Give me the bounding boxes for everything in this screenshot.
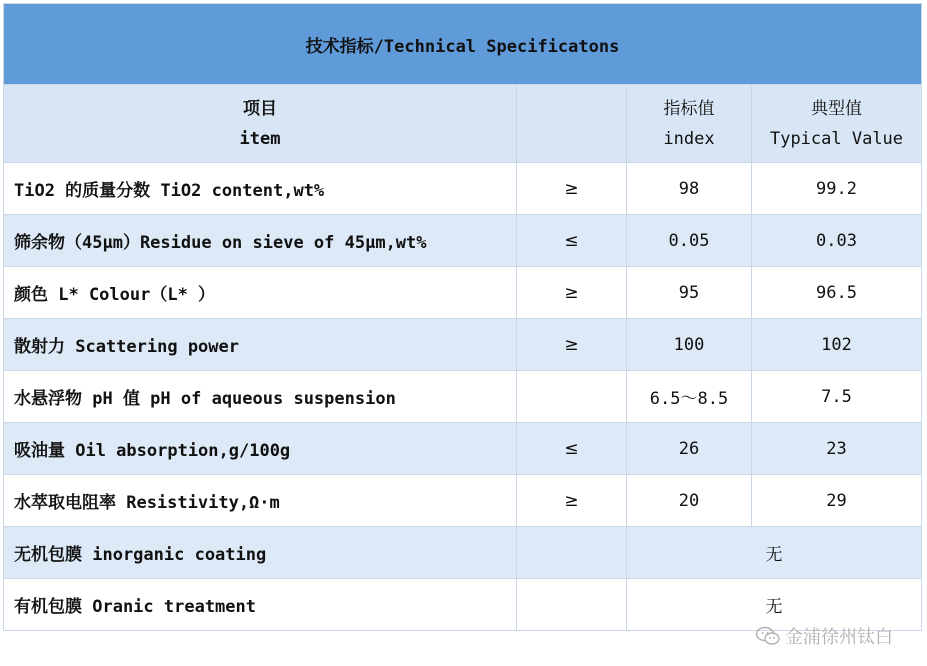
row-symbol: ≥ [517, 475, 627, 527]
row-symbol: ≥ [517, 319, 627, 371]
row-typical: 99.2 [752, 163, 922, 215]
row-merged-value: 无 [627, 527, 922, 579]
row-index: 98 [627, 163, 752, 215]
wechat-icon [755, 626, 781, 646]
table-row [4, 215, 922, 267]
watermark [755, 623, 893, 649]
header-symbol [517, 85, 627, 163]
row-item: 吸油量 Oil absorption,g/100g [4, 423, 517, 475]
row-item: 有机包膜 Oranic treatment [4, 579, 517, 631]
header-index-en: index [663, 128, 715, 149]
header-typical-en: Typical Value [769, 128, 904, 149]
table-row [4, 423, 922, 475]
row-symbol [517, 527, 627, 579]
row-index: 26 [627, 423, 752, 475]
row-index: 20 [627, 475, 752, 527]
watermark-text: 金浦徐州钛白 [785, 627, 893, 648]
spec-table [3, 3, 922, 631]
spec-table-container [3, 3, 921, 631]
header-item-en: item [239, 128, 281, 149]
row-typical: 96.5 [752, 267, 922, 319]
row-item: TiO2 的质量分数 TiO2 content,wt% [4, 163, 517, 215]
header-item [4, 85, 517, 163]
row-index: 6.5～8.5 [627, 371, 752, 423]
row-item: 水萃取电阻率 Resistivity,Ω·m [4, 475, 517, 527]
table-row [4, 371, 922, 423]
row-symbol: ≥ [517, 163, 627, 215]
row-typical: 23 [752, 423, 922, 475]
row-symbol: ≤ [517, 423, 627, 475]
header-typical-cn: 典型值 [811, 98, 862, 119]
header-index-cn: 指标值 [663, 98, 715, 119]
row-symbol: ≥ [517, 267, 627, 319]
row-item: 筛余物（45μm）Residue on sieve of 45μm,wt% [4, 215, 517, 267]
row-merged-value: 无 [627, 579, 922, 631]
header-typical [752, 85, 922, 163]
table-row [4, 163, 922, 215]
row-index: 100 [627, 319, 752, 371]
row-typical: 29 [752, 475, 922, 527]
row-typical: 0.03 [752, 215, 922, 267]
row-index: 95 [627, 267, 752, 319]
row-item: 散射力 Scattering power [4, 319, 517, 371]
row-item: 水悬浮物 pH 值 pH of aqueous suspension [4, 371, 517, 423]
table-row [4, 475, 922, 527]
row-typical: 102 [752, 319, 922, 371]
header-row [4, 85, 922, 163]
row-index: 0.05 [627, 215, 752, 267]
row-item: 无机包膜 inorganic coating [4, 527, 517, 579]
row-symbol [517, 371, 627, 423]
table-row [4, 319, 922, 371]
row-symbol: ≤ [517, 215, 627, 267]
table-row [4, 527, 922, 579]
table-title: 技术指标/Technical Specificatons [4, 4, 922, 85]
header-index [627, 85, 752, 163]
row-typical: 7.5 [752, 371, 922, 423]
row-symbol [517, 579, 627, 631]
table-row [4, 267, 922, 319]
row-item: 颜色 L* Colour（L* ） [4, 267, 517, 319]
header-item-cn: 项目 [243, 98, 277, 119]
